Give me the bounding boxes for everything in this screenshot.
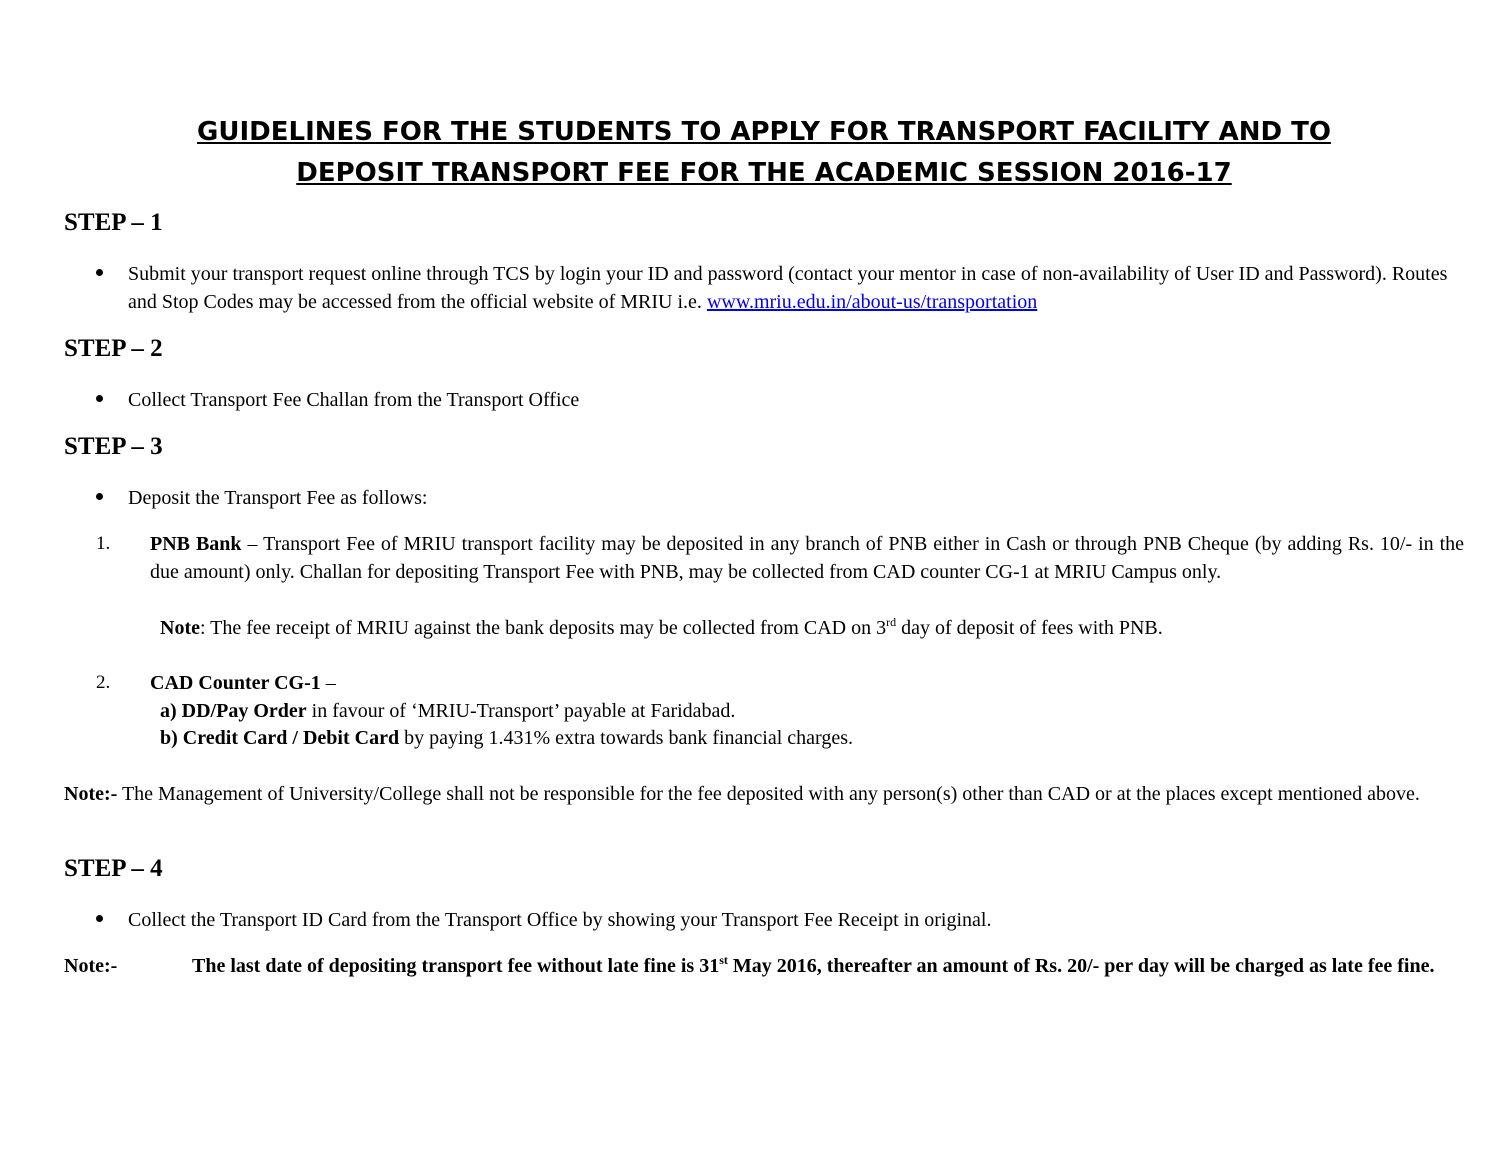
transportation-link[interactable]: www.mriu.edu.in/about-us/transportation — [706, 291, 1038, 313]
sub-a-label: DD/Pay Order — [181, 700, 307, 722]
bullet-icon — [96, 490, 110, 504]
final-note-text-b: May 2016, thereafter an amount of Rs. 20/- per day will be charged as late fee fine. — [727, 955, 1435, 977]
sub-b-marker: b) — [160, 727, 178, 749]
sub-a-marker: a) — [160, 700, 177, 722]
step-2-text: Collect Transport Fee Challan from the Transport Office — [128, 389, 580, 411]
final-note-text — [192, 952, 1464, 980]
step-1-body: Submit your transport request online through TCS by login your ID and password (contact your mentor in case of non-availability of User ID and Password). Routes and Stop Codes may be accessed from the official website of MRIU i.e. — [128, 263, 1448, 313]
item-2-dash: – — [320, 672, 336, 694]
sub-b-label: Credit Card / Debit Card — [182, 727, 400, 749]
step-3-note — [64, 780, 1464, 808]
item-1-note — [160, 614, 1464, 642]
item-2-number: 2. — [96, 672, 111, 693]
item-2-sub-b — [160, 724, 853, 752]
title-line-1: GUIDELINES FOR THE STUDENTS TO APPLY FOR TRANSPORT FACILITY AND TO — [197, 117, 1331, 147]
final-note-text-a: The last date of depositing transport fee without late fine is 31 — [192, 955, 720, 977]
step-3-heading: STEP – 3 — [64, 433, 163, 460]
step-1-text — [128, 260, 1464, 316]
bullet-icon — [96, 912, 110, 926]
title-line-2: DEPOSIT TRANSPORT FEE FOR THE ACADEMIC SESSION 2016-17 — [296, 158, 1232, 188]
final-note-label: Note:- — [64, 955, 118, 977]
item-1-pnb-bank — [150, 530, 1464, 586]
item-1-note-text-b: day of deposit of fees with PNB. — [896, 617, 1163, 639]
item-1-label: PNB Bank — [150, 533, 242, 555]
step-3-text: Deposit the Transport Fee as follows: — [128, 487, 428, 509]
step-3-note-text: The Management of University/College shall not be responsible for the fee deposited with any person(s) other than CAD or at the places except mentioned above. — [117, 783, 1420, 805]
sub-a-text: in favour of ‘MRIU-Transport’ payable at Faridabad. — [306, 700, 736, 722]
item-2-sub-a — [160, 697, 735, 725]
step-2-heading: STEP – 2 — [64, 335, 163, 362]
step-3-note-label: Note:- — [64, 783, 118, 805]
item-1-number: 1. — [96, 533, 111, 554]
step-1-heading: STEP – 1 — [64, 209, 163, 236]
sub-b-text: by paying 1.431% extra towards bank financial charges. — [399, 727, 854, 749]
item-1-note-text-a: : The fee receipt of MRIU against the bank deposits may be collected from CAD on 3 — [199, 617, 887, 639]
step-4-heading: STEP – 4 — [64, 855, 163, 882]
item-2-cad-counter — [150, 669, 1464, 697]
final-note-sup: st — [719, 953, 728, 967]
bullet-icon — [96, 392, 110, 406]
item-1-note-sup: rd — [886, 615, 897, 629]
item-1-text: – Transport Fee of MRIU transport facility may be deposited in any branch of PNB either in Cash or through PNB Cheque (by adding Rs. 10/- in the due amount) only. Challan for depositing Transport Fee with PNB, may be collected from CAD counter CG-1 at MRIU Campus only. — [150, 533, 1465, 583]
item-1-note-label: Note — [160, 617, 200, 639]
bullet-icon — [96, 266, 110, 280]
step-4-text: Collect the Transport ID Card from the Transport Office by showing your Transport Fee Receipt in original. — [128, 909, 992, 931]
item-2-label: CAD Counter CG-1 — [150, 672, 321, 694]
document-title — [64, 112, 1464, 194]
